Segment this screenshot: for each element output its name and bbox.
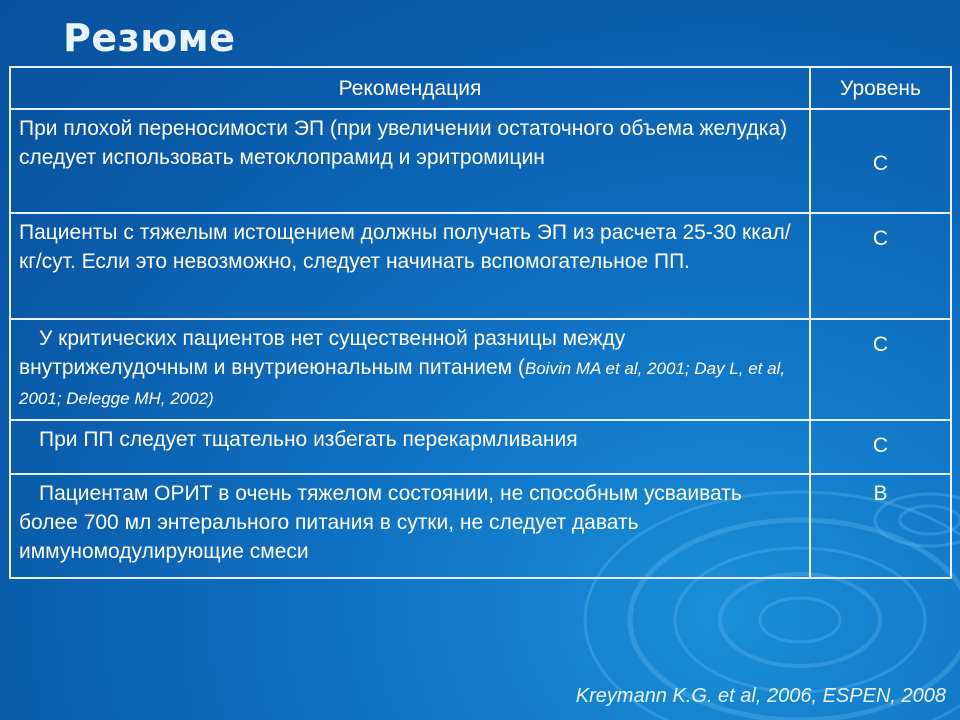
recommendations-table	[9, 66, 952, 579]
table-row	[10, 420, 951, 474]
table-row	[10, 319, 951, 420]
slide-title: Резюме	[63, 16, 236, 60]
level-cell: С	[810, 109, 951, 213]
level-cell: С	[810, 213, 951, 319]
recommendation-cell	[10, 319, 810, 420]
citation-text: Boivin MA et al, 2001; Day L, et al, 2001; Delegge MH, 2002)	[19, 359, 786, 408]
table-row	[10, 109, 951, 213]
header-recommendation: Рекомендация	[10, 67, 810, 109]
recommendation-text: При ПП следует тщательно избегать перекармливания	[39, 428, 578, 451]
recommendation-cell	[10, 420, 810, 474]
level-cell: В	[810, 474, 951, 578]
level-cell: С	[810, 319, 951, 420]
recommendation-cell	[10, 109, 810, 213]
table-header-row	[10, 67, 951, 109]
recommendation-cell	[10, 474, 810, 578]
header-level: Уровень	[810, 67, 951, 109]
recommendation-text: Пациенты с тяжелым истощением должны получать ЭП из расчета 25-30 ккал/кг/сут. Если это невозможно, следует начинать вспомогательное ПП.	[19, 221, 791, 273]
table-row	[10, 213, 951, 319]
recommendation-text: При плохой переносимости ЭП (при увеличении остаточного объема желудка) следует использовать метоклопрамид и эритромицин	[19, 117, 788, 169]
source-citation: Kreymann K.G. et al, 2006, ESPEN, 2008	[575, 685, 946, 707]
recommendation-text: У критических пациентов нет существенной разницы между внутрижелудочным и внутриеюнальным питанием (	[19, 327, 626, 379]
level-cell: С	[810, 420, 951, 474]
recommendation-cell	[10, 213, 810, 319]
table-row	[10, 474, 951, 578]
recommendation-text: Пациентам ОРИТ в очень тяжелом состоянии, не способным усваивать более 700 мл энтерального питания в сутки, не следует давать иммуномодулирующие смеси	[19, 482, 742, 563]
